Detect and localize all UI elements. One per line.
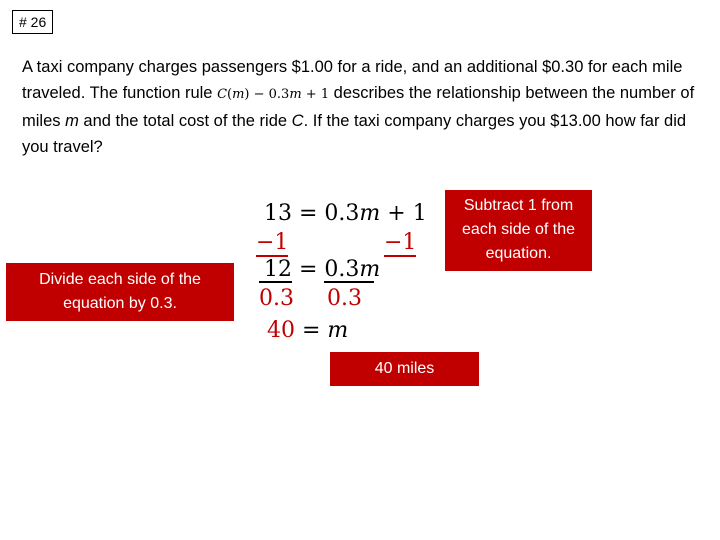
function-name: C: [217, 87, 228, 102]
result-variable: m: [327, 318, 349, 343]
result-equals: =: [295, 318, 328, 343]
answer-callout: 40 miles: [330, 352, 479, 386]
divide-left-denominator: 0.3: [259, 286, 294, 311]
subtract-left-step: [256, 232, 288, 257]
result-number: 40: [267, 318, 295, 343]
equation-2-left: 12 = 0.3: [264, 257, 360, 282]
cost-variable: C: [291, 112, 304, 130]
function-open-paren: (: [227, 87, 233, 102]
function-rule: [217, 87, 329, 102]
equation-result: [267, 320, 348, 342]
equation-line-1: [264, 203, 427, 225]
equation-2-variable: m: [359, 257, 381, 282]
problem-text-part4: . If the taxi company charges you $13.00 how far did you travel?: [22, 112, 687, 156]
subtract-left-value: −1: [256, 230, 289, 255]
subtract-right-step: [384, 232, 416, 257]
equation-1-variable: m: [359, 201, 381, 226]
problem-text-part1: A taxi company charges passengers $1.00 for a ride, and an additional $0.30 for each mile traveled. The function rule: [22, 58, 683, 102]
problem-statement: [22, 54, 708, 160]
function-rule-variable: m: [289, 87, 302, 102]
equation-line-2: [264, 259, 380, 281]
divide-right-denominator: 0.3: [327, 286, 362, 311]
equation-1-left: 13 = 0.3: [264, 201, 360, 226]
function-rule-constant: + 1: [301, 87, 330, 102]
equation-1-right: + 1: [380, 201, 427, 226]
miles-variable: m: [65, 112, 79, 130]
fraction-bar-left: [259, 281, 292, 283]
problem-text-part2: describes the relationship between the number of miles: [22, 84, 695, 130]
function-rule-body: ) − 0.3: [244, 87, 290, 102]
function-argument: m: [232, 87, 245, 102]
problem-text-part3: and the total cost of the ride: [78, 112, 292, 130]
subtract-callout: Subtract 1 from each side of the equation.: [445, 190, 592, 271]
problem-number-label: # 26: [12, 10, 53, 34]
fraction-bar-right: [324, 281, 374, 283]
subtract-right-value: −1: [384, 230, 417, 255]
divide-callout: Divide each side of the equation by 0.3.: [6, 263, 234, 321]
